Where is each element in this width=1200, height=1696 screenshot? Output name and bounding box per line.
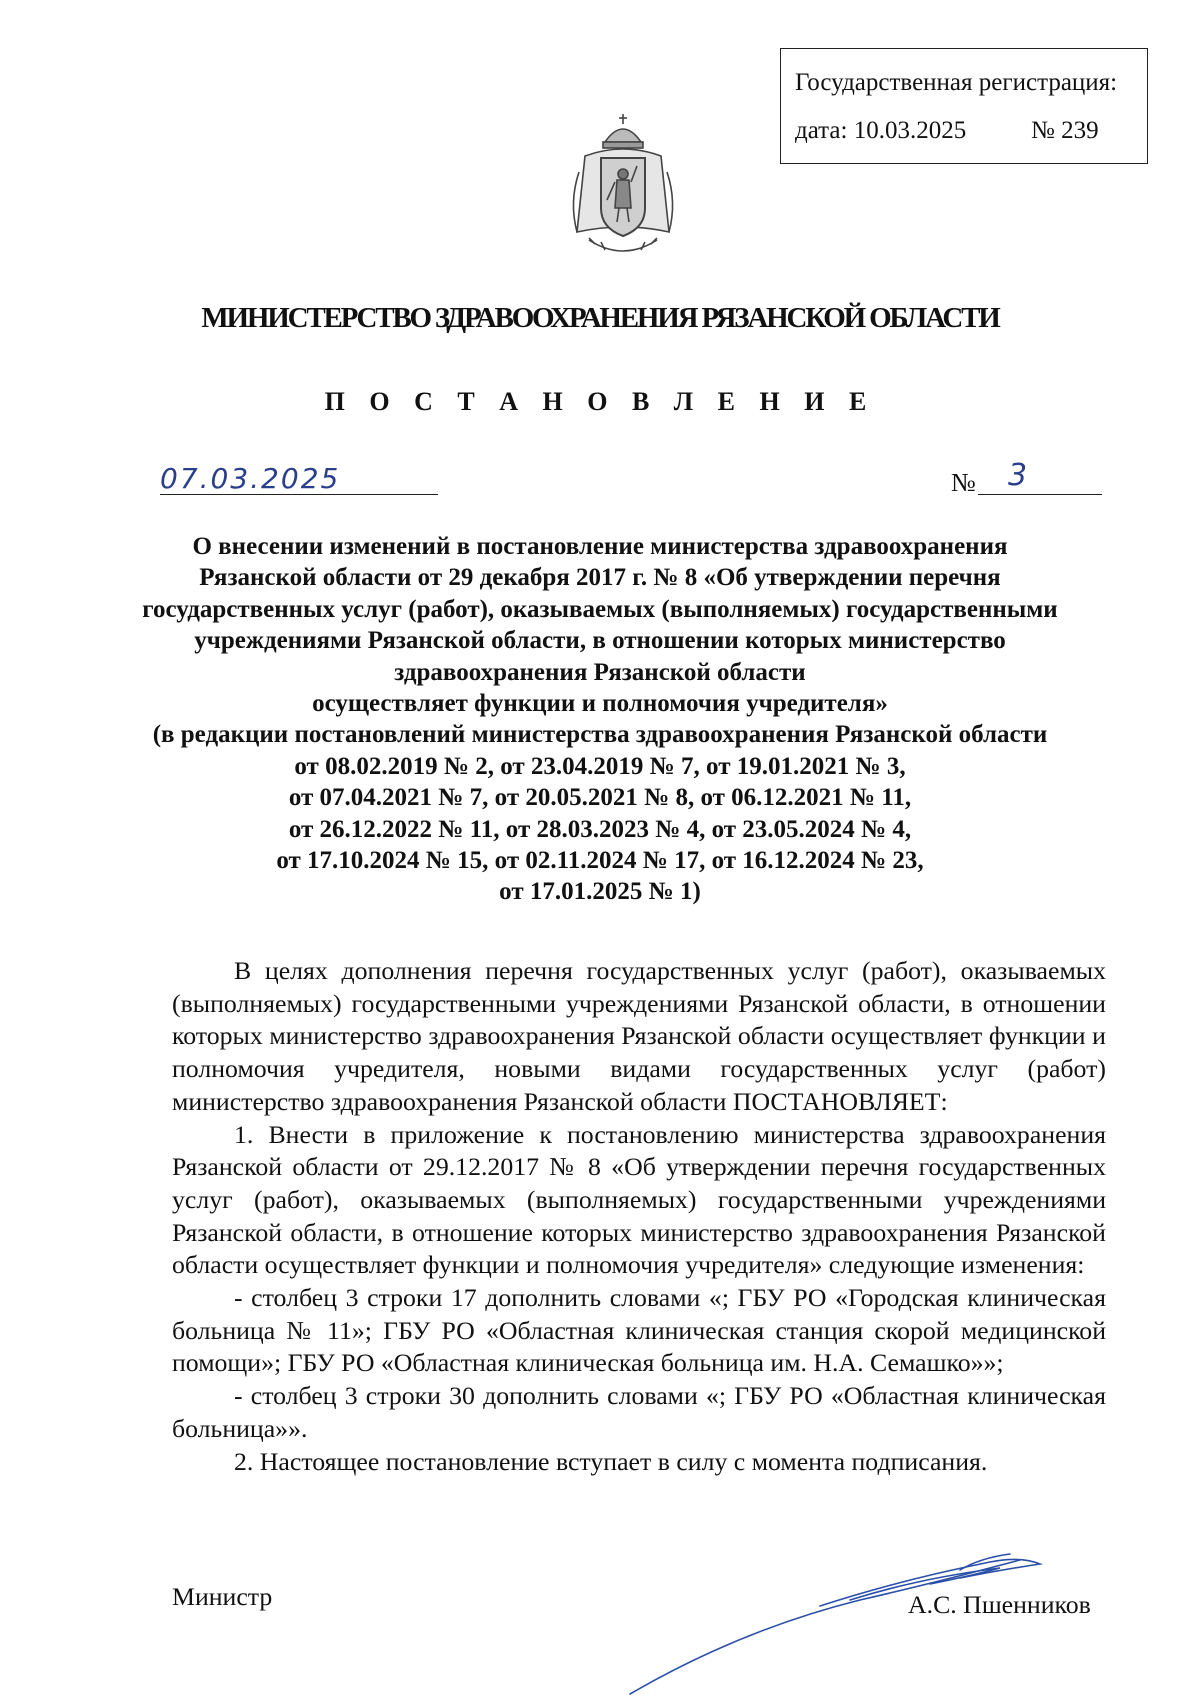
sub-item-1: - столбец 3 строки 17 дополнить словами «; ГБУ РО «Городская клиническая больница № 11»; ГБУ РО «Областная клиническая станция скорой медицинской помощи»; ГБУ РО «Областная клиническая больница им. Н.А. Семашко»»; xyxy=(172,1283,1106,1378)
title-line: от 17.01.2025 № 1) xyxy=(499,878,701,906)
title-line: от 17.10.2024 № 15, от 02.11.2024 № 17, от 16.12.2024 № 23, xyxy=(276,847,924,875)
registration-number: № 239 xyxy=(1031,117,1099,144)
title-line: здравоохранения Рязанской области xyxy=(394,658,806,686)
sub-item-2: - столбец 3 строки 30 дополнить словами «; ГБУ РО «Областная клиническая больница»». xyxy=(172,1381,1106,1443)
title-line: (в редакции постановлений министерства здравоохранения Рязанской области xyxy=(152,721,1048,749)
title-line: от 07.04.2021 № 7, от 20.05.2021 № 8, от 06.12.2021 № 11, xyxy=(288,784,912,812)
item-1-paragraph: 1. Внести в приложение к постановлению министерства здравоохранения Рязанской области от 29.12.2017 № 8 «Об утверждении перечня государственных услуг (работ), оказываемых (выполняемых) государственными учреждениями Рязанской области, в отношение которых министерство здравоохранения Рязанской области осуществляет функции и полномочия учредителя» следующие изменения: xyxy=(172,1119,1106,1280)
ministry-name: МИНИСТЕРСТВО ЗДРАВООХРАНЕНИЯ РЯЗАНСКОЙ ОБЛАСТИ xyxy=(201,302,999,334)
handwritten-date: 07.03.2025 xyxy=(160,462,341,495)
item-2-paragraph: 2. Настоящее постановление вступает в силу с момента подписания. xyxy=(234,1446,988,1476)
title-line: от 26.12.2022 № 11, от 28.03.2023 № 4, от 23.05.2024 № 4, xyxy=(288,815,912,843)
signatory-name: А.С. Пшенников xyxy=(908,1590,1091,1619)
registration-date: дата: 10.03.2025 xyxy=(795,117,967,144)
document-type: П О С Т А Н О В Л Е Н И Е xyxy=(324,387,876,416)
handwritten-number: 3 xyxy=(1008,458,1028,493)
document-title xyxy=(0,531,1200,908)
title-line: от 08.02.2019 № 2, от 23.04.2019 № 7, от 19.01.2021 № 3, xyxy=(294,752,906,780)
number-label: № xyxy=(951,468,976,497)
document-body xyxy=(172,955,1106,1478)
coat-of-arms-icon xyxy=(565,112,681,264)
intro-paragraph: В целях дополнения перечня государственных услуг (работ), оказываемых (выполняемых) государственными учреждениями Рязанской области, в отношении которых министерство здравоохранения Рязанской области осуществляет функции и полномочия учредителя, новыми видами государственных услуг (работ) министерство здравоохранения Рязанской области ПОСТАНОВЛЯЕТ: xyxy=(172,956,1106,1116)
title-line: государственных услуг (работ), оказываемых (выполняемых) государственными xyxy=(142,595,1058,623)
registration-stamp xyxy=(780,48,1148,164)
number-underline xyxy=(978,494,1102,495)
title-line: учреждениями Рязанской области, в отношении которых министерство xyxy=(194,627,1006,655)
registration-title: Государственная регистрация: xyxy=(795,69,1118,96)
title-line: Рязанской области от 29 декабря 2017 г. № 8 «Об утверждении перечня xyxy=(199,564,1001,592)
signatory-title: Министр xyxy=(172,1582,273,1611)
title-line: О внесении изменений в постановление министерства здравоохранения xyxy=(192,533,1008,560)
title-line: осуществляет функции и полномочия учредителя» xyxy=(312,690,888,718)
